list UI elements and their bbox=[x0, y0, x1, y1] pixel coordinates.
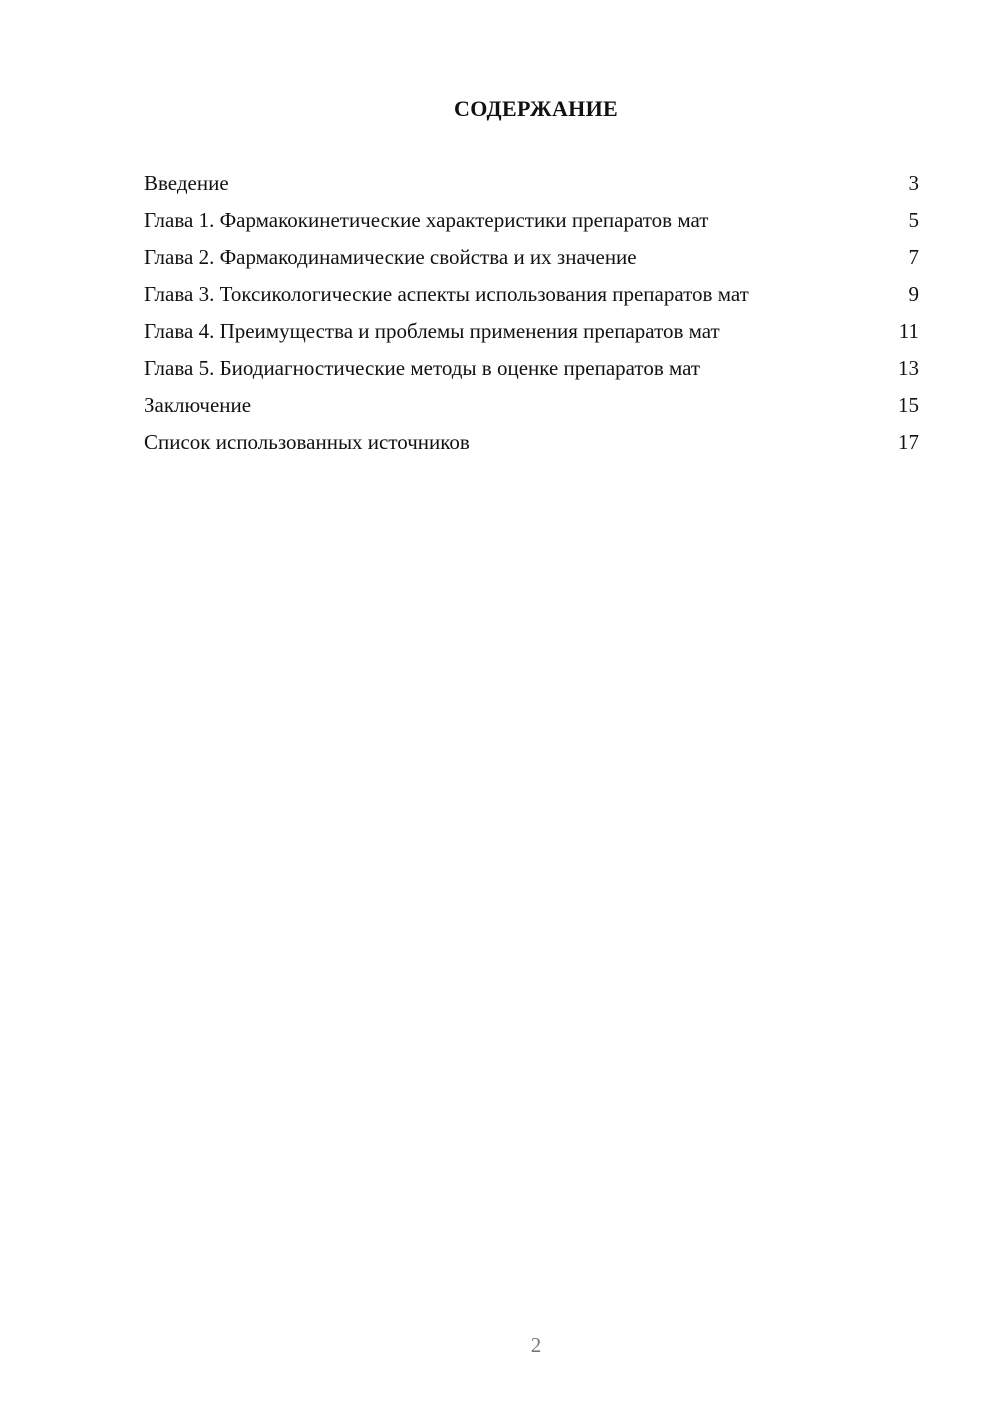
toc-entry-page: 3 bbox=[908, 171, 919, 195]
toc-entry-page: 9 bbox=[908, 282, 919, 306]
toc-entry-label: Глава 4. Преимущества и проблемы применения препаратов мат bbox=[144, 319, 720, 343]
toc-entry-chapter-2[interactable] bbox=[144, 244, 919, 271]
toc-entry-page: 11 bbox=[898, 319, 919, 343]
toc-entry-chapter-1[interactable] bbox=[144, 207, 919, 234]
toc-entry-page: 13 bbox=[898, 356, 919, 380]
toc-entry-conclusion[interactable] bbox=[144, 392, 919, 419]
toc-entry-label: Заключение bbox=[144, 393, 252, 417]
toc-entry-references[interactable] bbox=[144, 429, 919, 456]
toc-entry-label: Глава 2. Фармакодинамические свойства и их значение bbox=[144, 245, 637, 269]
toc-entry-chapter-5[interactable] bbox=[144, 355, 919, 382]
toc-entry-page: 7 bbox=[908, 245, 919, 269]
toc-entry-label: Глава 1. Фармакокинетические характеристики препаратов мат bbox=[144, 208, 709, 232]
toc-entry-page: 15 bbox=[898, 393, 919, 417]
table-of-contents bbox=[144, 170, 919, 466]
page-number: 2 bbox=[530, 1333, 542, 1357]
page-title: СОДЕРЖАНИЕ bbox=[454, 96, 618, 121]
toc-entry-page: 17 bbox=[898, 430, 919, 454]
toc-entry-label: Введение bbox=[144, 171, 229, 195]
toc-entry-label: Глава 3. Токсикологические аспекты использования препаратов мат bbox=[144, 282, 749, 306]
toc-entry-page: 5 bbox=[908, 208, 919, 232]
toc-entry-chapter-3[interactable] bbox=[144, 281, 919, 308]
toc-entry-chapter-4[interactable] bbox=[144, 318, 919, 345]
toc-entry-introduction[interactable] bbox=[144, 170, 919, 197]
toc-entry-label: Глава 5. Биодиагностические методы в оценке препаратов мат bbox=[144, 356, 701, 380]
toc-entry-label: Список использованных источников bbox=[144, 430, 470, 454]
